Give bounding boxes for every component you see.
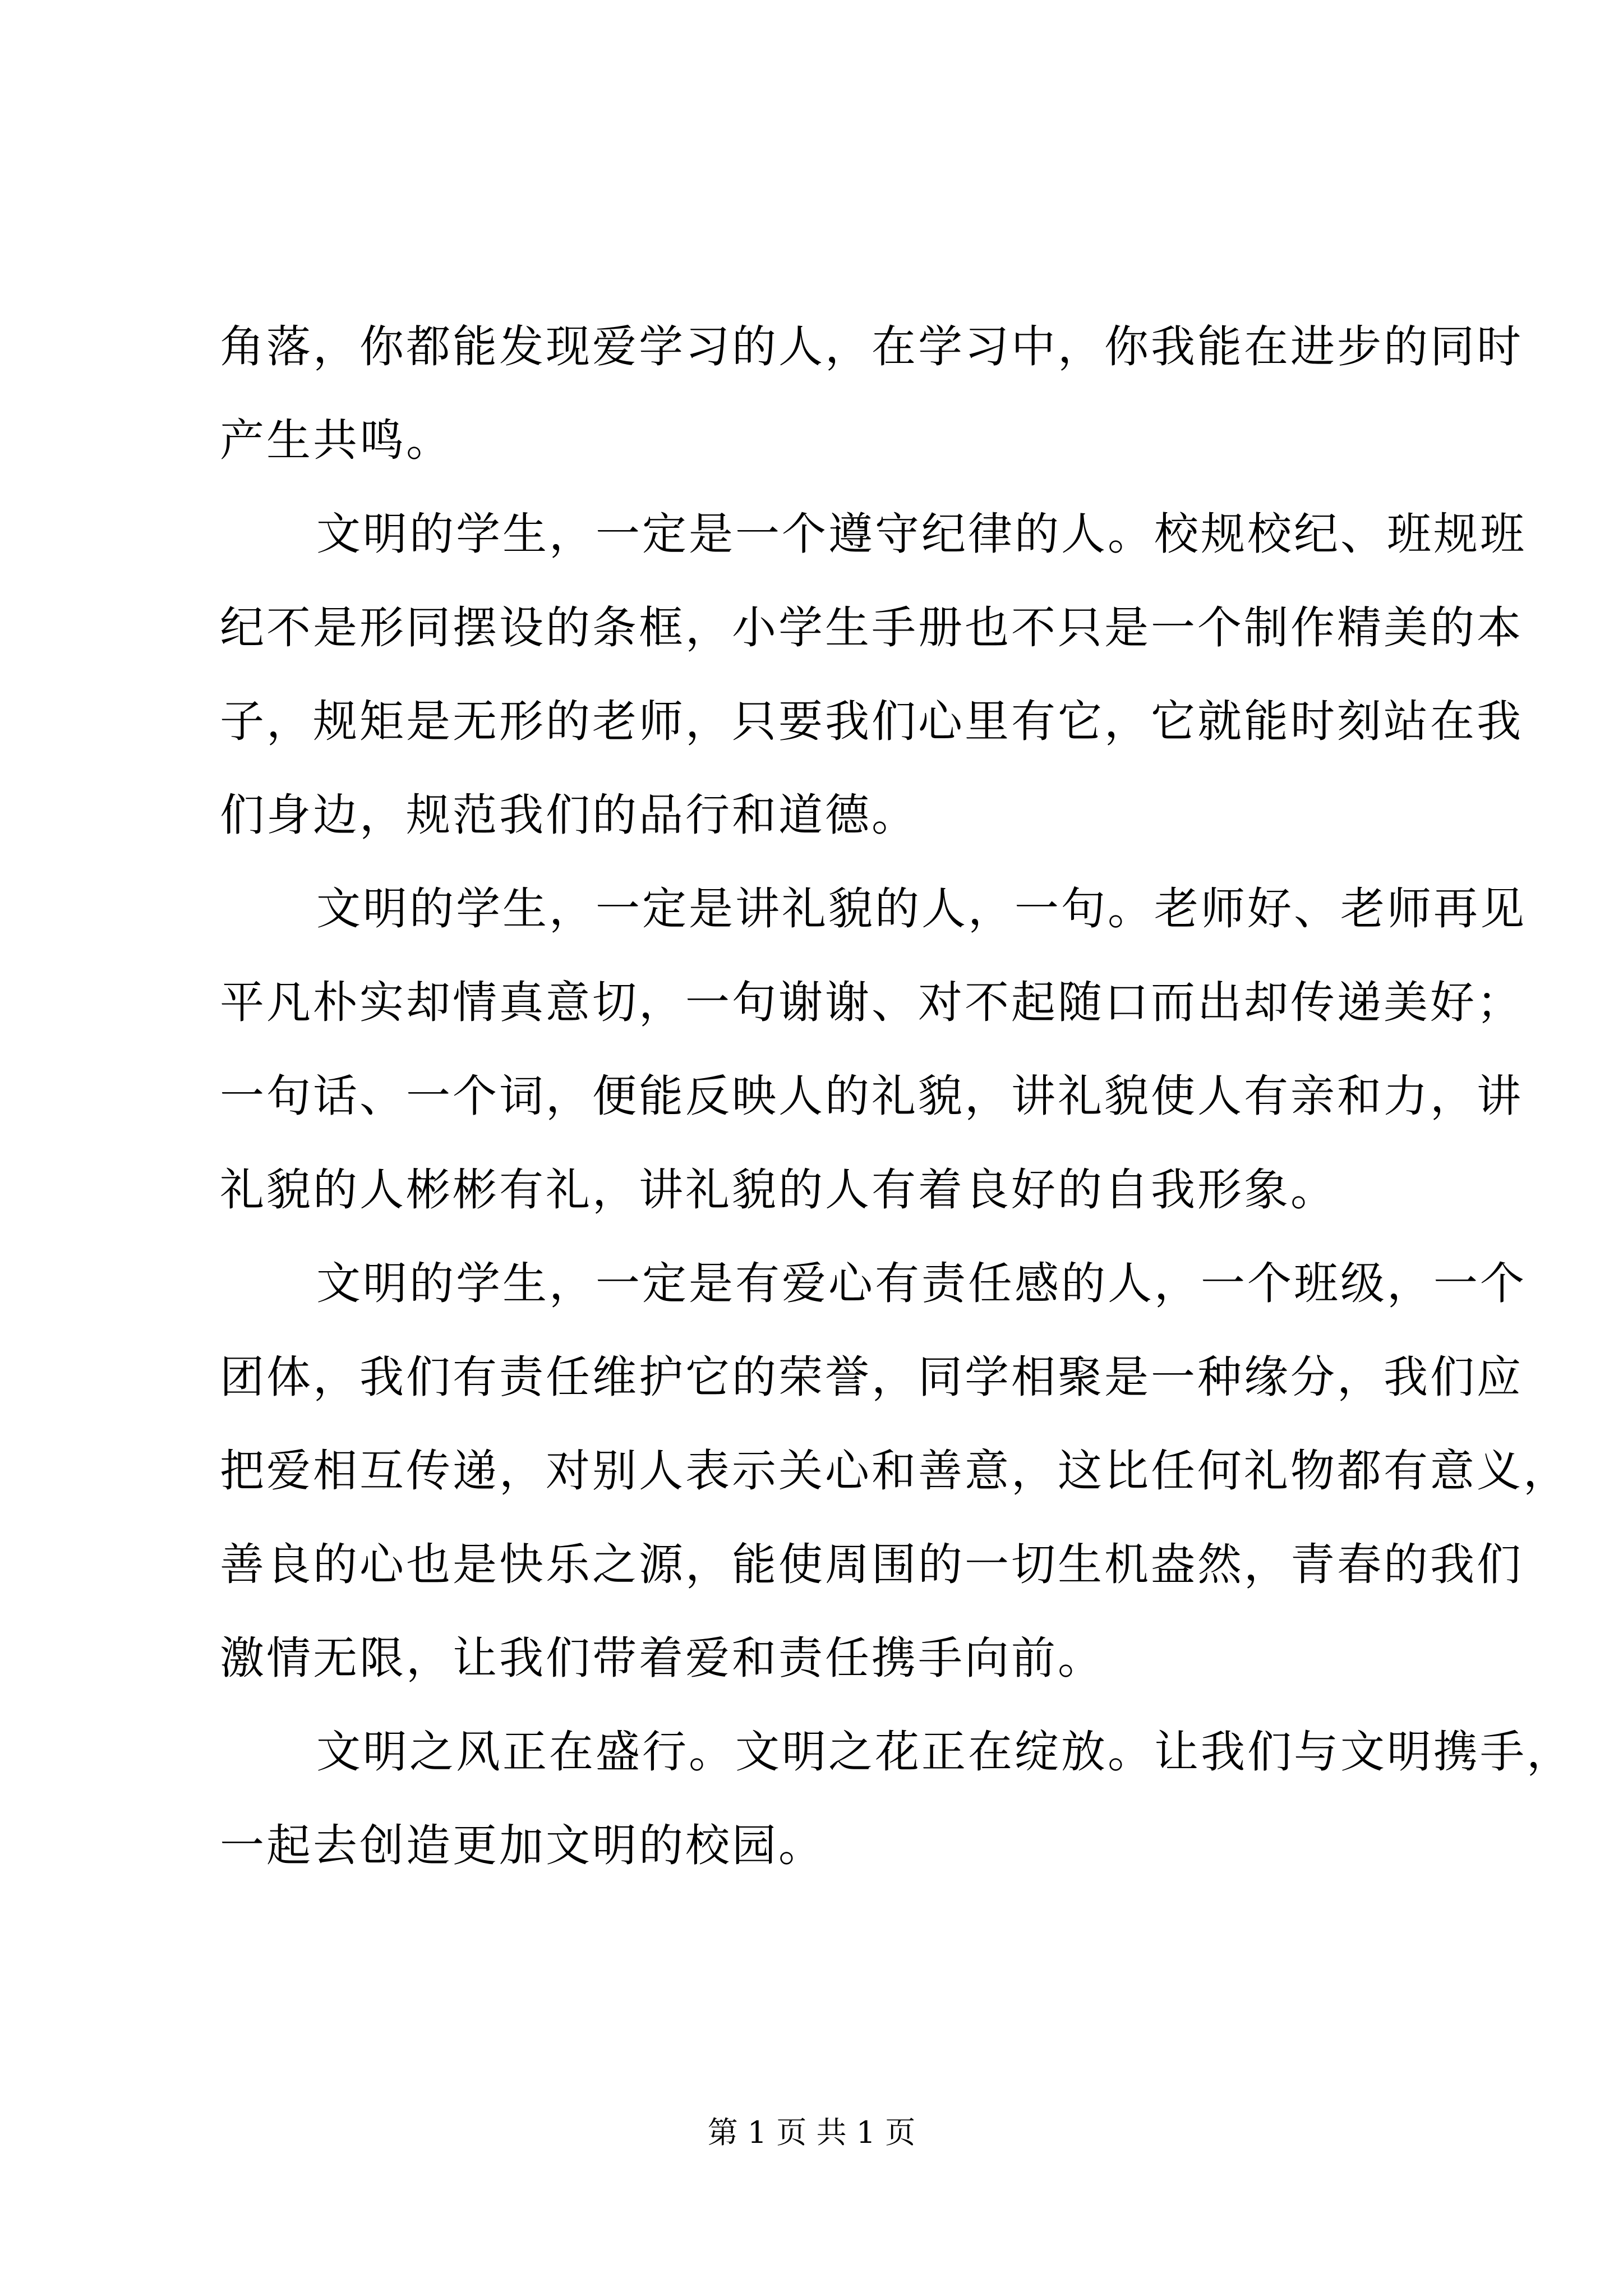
paragraph-first-line: 文明之风正在盛行。文明之花正在绽放。让我们与文明携手， bbox=[316, 1726, 1573, 1778]
text-line: 子，规矩是无形的老师，只要我们心里有它，它就能时刻站在我 bbox=[220, 696, 1523, 747]
text-line: 平凡朴实却情真意切，一句谢谢、对不起随口而出却传递美好； bbox=[220, 977, 1523, 1028]
page-number-footer: 第 1 页 共 1 页 bbox=[707, 2115, 916, 2150]
text-line: 把爱相互传递，对别人表示关心和善意，这比任何礼物都有意义， bbox=[220, 1445, 1570, 1497]
text-line: 善良的心也是快乐之源，能使周围的一切生机盎然，青春的我们 bbox=[220, 1539, 1523, 1590]
text-line: 团体，我们有责任维护它的荣誉，同学相聚是一种缘分，我们应 bbox=[220, 1351, 1523, 1403]
text-line: 一句话、一个词，便能反映人的礼貌，讲礼貌使人有亲和力，讲 bbox=[220, 1070, 1523, 1122]
paragraph-first-line: 文明的学生，一定是一个遵守纪律的人。校规校纪、班规班 bbox=[316, 508, 1527, 560]
text-line: 产生共鸣。 bbox=[220, 415, 453, 466]
text-line: 激情无限，让我们带着爱和责任携手向前。 bbox=[220, 1632, 1104, 1684]
text-line: 角落，你都能发现爱学习的人，在学习中，你我能在进步的同时 bbox=[220, 321, 1523, 372]
text-line: 礼貌的人彬彬有礼，讲礼貌的人有着良好的自我形象。 bbox=[220, 1164, 1337, 1216]
text-line: 们身边，规范我们的品行和道德。 bbox=[220, 789, 918, 841]
paragraph-first-line: 文明的学生，一定是有爱心有责任感的人，一个班级，一个 bbox=[316, 1258, 1527, 1309]
text-line: 一起去创造更加文明的校园。 bbox=[220, 1820, 825, 1871]
paragraph-first-line: 文明的学生，一定是讲礼貌的人，一句。老师好、老师再见 bbox=[316, 883, 1527, 935]
document-body bbox=[220, 300, 1573, 1893]
text-line: 纪不是形同摆设的条框，小学生手册也不只是一个制作精美的本 bbox=[220, 602, 1523, 654]
